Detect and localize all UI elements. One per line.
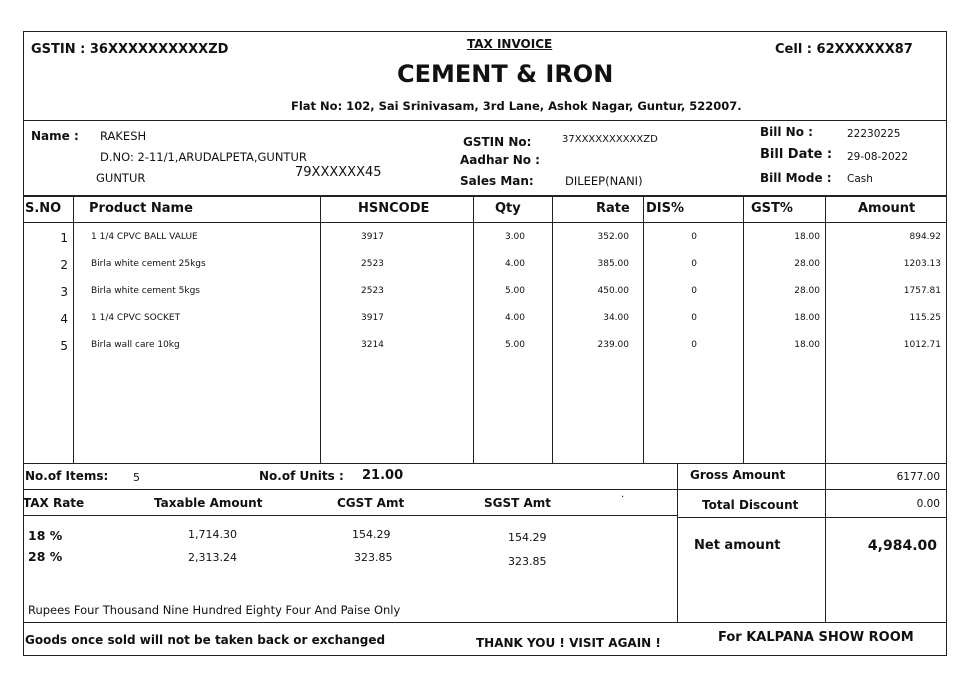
table-cell-product: Birla white cement 5kgs [91,286,200,296]
table-cell-qty: 3.00 [504,232,525,242]
customer-address-line2: GUNTUR [96,171,146,185]
summary-line [23,489,947,490]
tax-row-taxable: 1,714.30 [188,528,237,541]
net-amount: 4,984.00 [867,538,937,554]
tax-row-taxable: 2,313.24 [188,551,237,564]
table-cell-sno: 5 [60,339,68,353]
table-cell-hsn: 2523 [361,259,384,269]
table-cell-rate: 352.00 [597,232,629,242]
tax-row-rate: 18 % [28,528,63,543]
items-label: No.of Items: [25,469,109,483]
tax-col-rate: TAX Rate [23,496,85,510]
col-header-hsn: HSNCODE [358,201,430,216]
terms-text: Goods once sold will not be taken back or exchanged [25,633,386,647]
table-top-line [23,195,947,197]
table-header-line [23,222,947,223]
table-cell-rate: 34.00 [603,313,629,323]
salesman-label: Sales Man: [460,174,534,188]
table-cell-qty: 5.00 [504,286,525,296]
col-divider [73,195,74,463]
table-cell-amount: 1012.71 [903,340,941,350]
tax-row-sgst: 154.29 [508,531,547,544]
table-cell-rate: 239.00 [597,340,629,350]
table-cell-amount: 1203.13 [903,259,941,269]
bill-date: 29-08-2022 [847,151,909,163]
net-line [677,622,947,623]
tax-header-line [23,515,677,516]
seller-cell: Cell : 62XXXXXX87 [775,42,913,57]
table-cell-gst: 18.00 [794,313,820,323]
units-label: No.of Units : [259,469,344,483]
units-count: 21.00 [362,468,404,483]
bill-no: 22230225 [847,128,901,140]
table-cell-gst: 18.00 [794,232,820,242]
table-cell-dis: 0 [691,313,697,323]
table-cell-amount: 1757.81 [903,286,941,296]
table-cell-amount: 894.92 [909,232,941,242]
bill-mode: Cash [847,173,873,185]
tax-col-taxable: Taxable Amount [154,496,263,510]
col-header-dis: DIS% [646,201,685,216]
net-label: Net amount [694,538,781,553]
customer-name-label: Name : [31,129,79,143]
customer-gstin-label: GSTIN No: [463,135,532,149]
bill-no-label: Bill No : [760,125,813,139]
table-bottom-line [23,463,947,464]
items-count: 5 [133,471,140,484]
invoice-type: TAX INVOICE [467,37,553,51]
table-cell-sno: 3 [60,285,68,299]
table-cell-rate: 450.00 [597,286,629,296]
customer-address-line1: D.NO: 2-11/1,ARUDALPETA,GUNTUR [100,150,307,164]
seller-gstin: GSTIN : 36XXXXXXXXXXZD [31,42,229,57]
words-line [23,622,677,623]
signature-text: For KALPANA SHOW ROOM [718,630,914,645]
table-cell-hsn: 3917 [361,232,384,242]
table-cell-gst: 28.00 [794,286,820,296]
shop-address: Flat No: 102, Sai Srinivasam, 3rd Lane, Ashok Nagar, Guntur, 522007. [291,99,742,113]
col-header-gst: GST% [751,201,793,216]
table-cell-sno: 2 [60,258,68,272]
customer-phone: 79XXXXXX45 [295,165,382,180]
col-header-amount: Amount [858,201,916,216]
table-cell-dis: 0 [691,232,697,242]
customer-name: RAKESH [100,129,147,143]
col-header-product: Product Name [89,201,193,216]
table-cell-sno: 1 [60,231,68,245]
table-cell-qty: 4.00 [504,313,525,323]
table-cell-rate: 385.00 [597,259,629,269]
amount-in-words: Rupees Four Thousand Nine Hundred Eighty Four And Paise Only [28,603,401,617]
shop-name: CEMENT & IRON [397,60,614,88]
gross-label: Gross Amount [690,468,786,482]
table-cell-product: 1 1/4 CPVC SOCKET [91,313,181,323]
table-cell-gst: 18.00 [794,340,820,350]
totals-divider [825,463,826,622]
discount-label: Total Discount [702,498,799,512]
bill-mode-label: Bill Mode : [760,171,832,185]
tax-col-cgst: CGST Amt [337,496,405,510]
col-header-sno: S.NO [25,201,62,216]
bill-date-label: Bill Date : [760,147,833,162]
col-header-rate: Rate [596,201,630,216]
discount-amount: 0.00 [916,498,940,510]
table-cell-product: Birla wall care 10kg [91,340,180,350]
table-cell-gst: 28.00 [794,259,820,269]
thanks-text: THANK YOU ! VISIT AGAIN ! [476,636,661,650]
table-cell-qty: 4.00 [504,259,525,269]
gross-amount: 6177.00 [896,471,940,483]
table-cell-hsn: 3214 [361,340,384,350]
customer-gstin: 37XXXXXXXXXXZD [562,134,658,145]
aadhar-label: Aadhar No : [460,153,540,167]
table-cell-dis: 0 [691,259,697,269]
col-divider [320,195,321,463]
table-cell-sno: 4 [60,312,68,326]
stray-dot: · [621,492,625,503]
tax-row-rate: 28 % [28,549,63,564]
table-cell-product: Birla white cement 25kgs [91,259,206,269]
col-header-qty: Qty [495,201,521,216]
table-cell-product: 1 1/4 CPVC BALL VALUE [91,232,198,242]
discount-line [677,517,947,518]
table-cell-dis: 0 [691,286,697,296]
table-cell-hsn: 3917 [361,313,384,323]
tax-col-sgst: SGST Amt [484,496,552,510]
table-cell-hsn: 2523 [361,286,384,296]
table-cell-amount: 115.25 [909,313,941,323]
header-divider [23,120,947,121]
table-cell-dis: 0 [691,340,697,350]
table-cell-qty: 5.00 [504,340,525,350]
tax-row-cgst: 154.29 [352,528,391,541]
tax-row-sgst: 323.85 [508,555,547,568]
salesman-name: DILEEP(NANI) [565,174,643,188]
totals-divider [677,463,678,622]
tax-row-cgst: 323.85 [354,551,393,564]
